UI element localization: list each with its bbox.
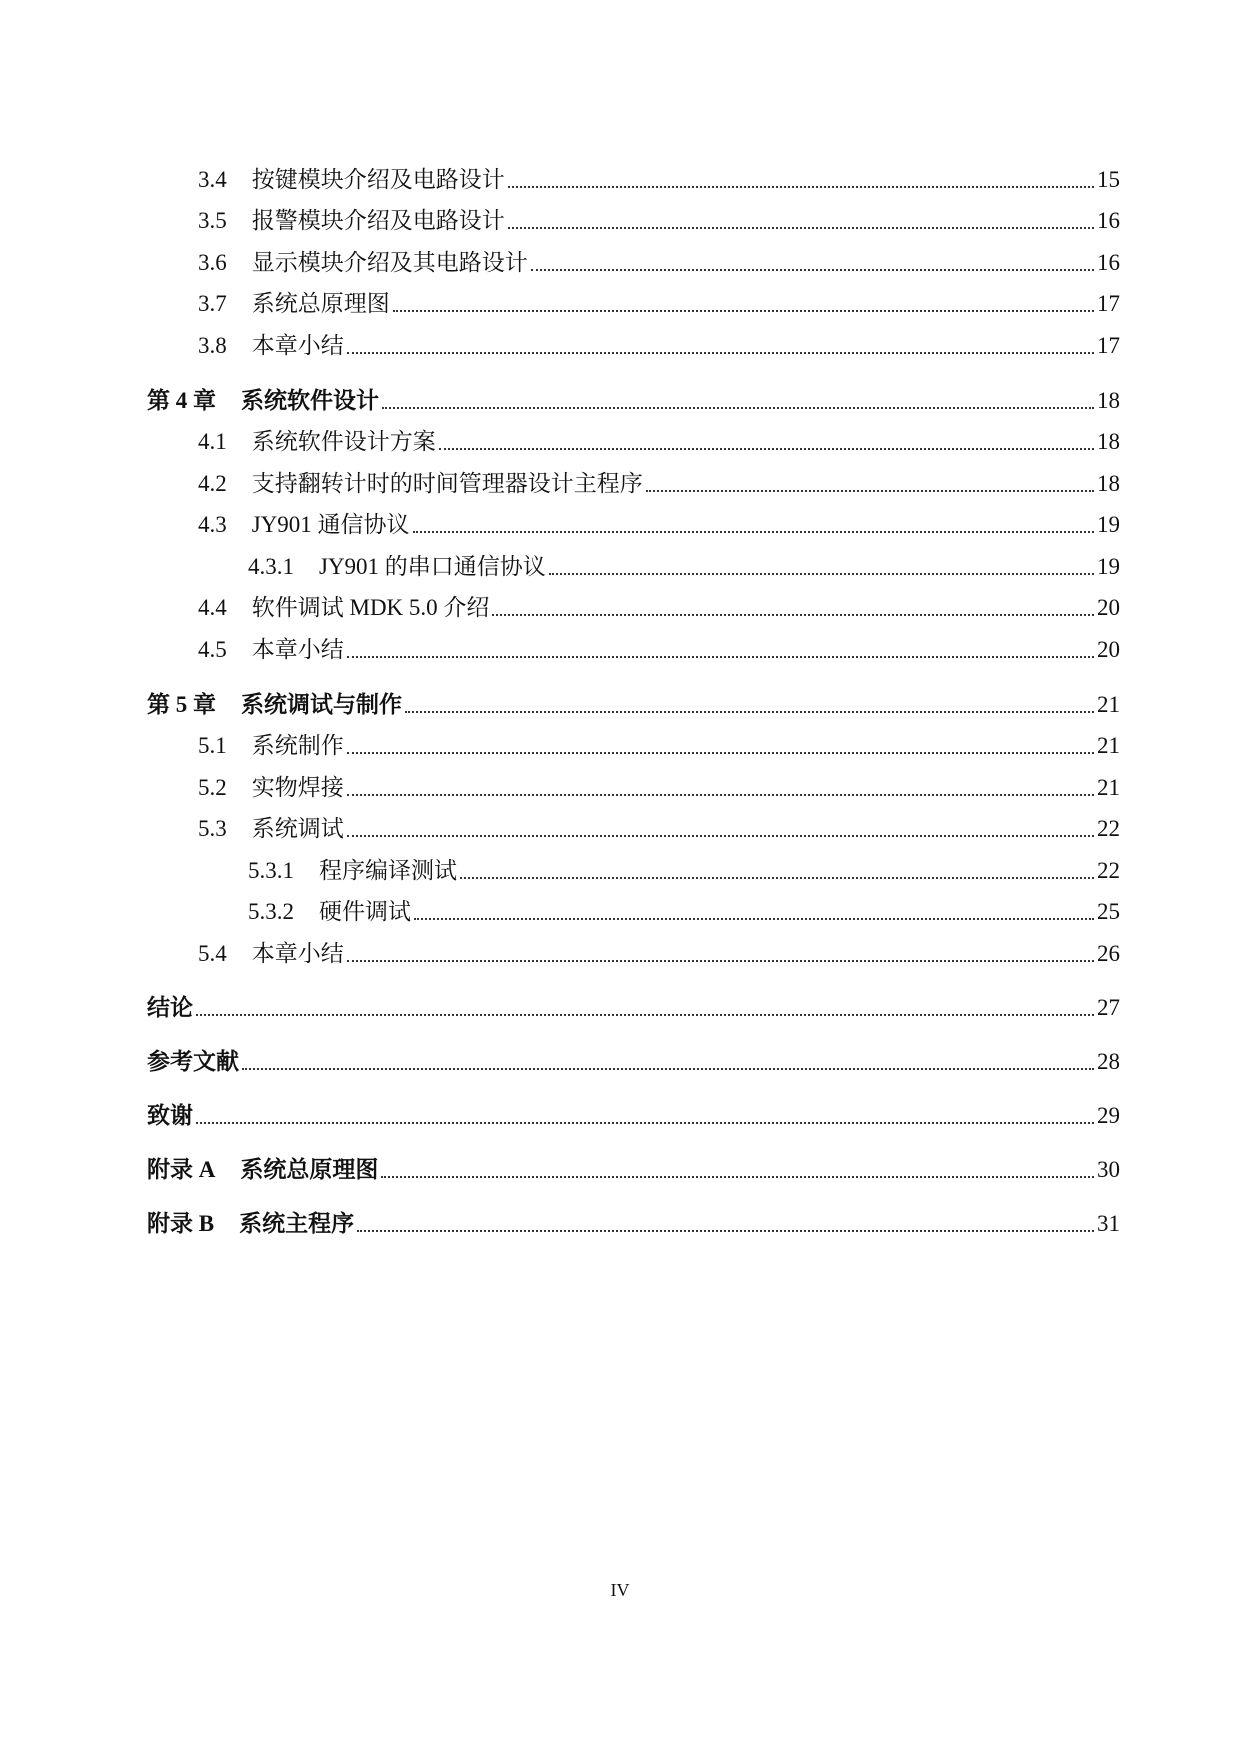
toc-entry[interactable]: [147, 1034, 1120, 1076]
dot-leader: [414, 918, 1094, 920]
toc-entry[interactable]: [147, 539, 1120, 581]
toc-entry-page: 18: [1097, 470, 1120, 496]
toc-entry-page: 26: [1097, 940, 1120, 966]
toc-entry-page: 17: [1097, 291, 1120, 316]
dot-leader: [460, 877, 1094, 879]
toc-entry[interactable]: [147, 980, 1120, 1022]
dot-leader: [347, 835, 1094, 837]
dot-leader: [347, 960, 1094, 962]
toc-entry-title: 系统调试: [251, 816, 344, 841]
toc-entry-title: 支持翻转计时的时间管理器设计主程序: [251, 470, 643, 496]
toc-entry-number: 3.4: [198, 166, 227, 192]
dot-leader: [347, 656, 1094, 658]
dot-leader: [382, 407, 1094, 409]
dot-leader: [405, 711, 1094, 713]
toc-entry-title: 本章小结: [251, 332, 344, 358]
toc-entry-number: 4.3.1: [248, 553, 294, 579]
toc-entry[interactable]: [147, 926, 1120, 968]
toc-entry[interactable]: [147, 622, 1120, 664]
toc-entry[interactable]: [147, 677, 1120, 719]
toc-entry-number: 4.3: [198, 512, 227, 537]
toc-entry-page: 15: [1097, 166, 1120, 192]
dot-leader: [492, 614, 1094, 616]
toc-entry-number: 3.5: [198, 208, 227, 233]
toc-entry-title: 系统软件设计: [241, 387, 379, 413]
toc-entry-number: 4.2: [198, 470, 227, 496]
toc-entry[interactable]: [147, 1196, 1120, 1238]
dot-leader: [347, 794, 1094, 796]
toc-entry-page: 21: [1097, 733, 1120, 758]
toc-entry-page: 20: [1097, 636, 1120, 662]
toc-entry[interactable]: [147, 498, 1120, 540]
toc-entry-title: 本章小结: [251, 940, 344, 966]
dot-leader: [413, 531, 1094, 533]
toc-entry[interactable]: [147, 235, 1120, 277]
toc-entry-page: 28: [1097, 1048, 1120, 1074]
dot-leader: [196, 1014, 1094, 1016]
toc-entry[interactable]: [147, 194, 1120, 236]
toc-entry-title: 结论: [147, 994, 193, 1020]
toc-entry-page: 16: [1097, 249, 1120, 275]
toc-entry-title: 按键模块介绍及电路设计: [251, 166, 505, 192]
toc-entry-page: 19: [1097, 553, 1120, 579]
toc-entry-number: 5.3: [198, 816, 227, 841]
toc-entry[interactable]: [147, 581, 1120, 623]
toc-entry-title: 系统制作: [251, 733, 344, 758]
toc-entry-title: 显示模块介绍及其电路设计: [251, 249, 528, 275]
toc-entry-title: 参考文献: [147, 1048, 239, 1074]
dot-leader: [508, 186, 1094, 188]
toc-entry[interactable]: [147, 318, 1120, 360]
toc-entry-page: 22: [1097, 816, 1120, 841]
toc-entry-title: 软件调试 MDK 5.0 介绍: [251, 595, 490, 620]
toc-entry-title: JY901 通信协议: [251, 512, 410, 537]
toc-entry-number: 附录 A: [147, 1156, 216, 1182]
dot-leader: [393, 310, 1094, 312]
toc-entry-number: 4.5: [198, 636, 227, 662]
toc-entry-number: 5.2: [198, 774, 227, 800]
toc-entry-page: 20: [1097, 595, 1120, 620]
toc-entry[interactable]: [147, 1142, 1120, 1184]
toc-entry[interactable]: [147, 1088, 1120, 1130]
toc-entry[interactable]: [147, 456, 1120, 498]
toc-entry-page: 22: [1097, 857, 1120, 883]
table-of-contents: [147, 152, 1120, 1238]
toc-entry-title: 系统主程序: [239, 1210, 355, 1236]
toc-entry[interactable]: [147, 152, 1120, 194]
toc-entry-title: 实物焊接: [251, 774, 344, 800]
toc-entry-title: 系统总原理图: [240, 1156, 379, 1182]
dot-leader: [357, 1230, 1094, 1232]
toc-entry-number: 第 4 章: [147, 387, 216, 413]
dot-leader: [347, 752, 1094, 754]
page-number: IV: [610, 1580, 630, 1600]
dot-leader: [196, 1122, 1094, 1124]
toc-entry-title: 本章小结: [251, 636, 344, 662]
dot-leader: [439, 448, 1094, 450]
dot-leader: [531, 269, 1094, 271]
toc-entry-page: 21: [1097, 774, 1120, 800]
toc-entry-title: 系统调试与制作: [241, 691, 402, 717]
toc-entry-page: 29: [1097, 1102, 1120, 1128]
toc-entry-number: 3.7: [198, 291, 227, 316]
dot-leader: [347, 352, 1094, 354]
toc-entry-page: 21: [1097, 691, 1120, 717]
dot-leader: [549, 573, 1094, 575]
toc-entry-title: 系统软件设计方案: [251, 429, 436, 454]
toc-entry[interactable]: [147, 802, 1120, 844]
toc-entry-title: 程序编译测试: [319, 857, 457, 883]
toc-entry-page: 18: [1097, 429, 1120, 454]
toc-entry[interactable]: [147, 373, 1120, 415]
toc-entry[interactable]: [147, 719, 1120, 761]
toc-entry[interactable]: [147, 760, 1120, 802]
toc-entry-title: 硬件调试: [319, 899, 411, 924]
toc-entry-number: 5.4: [198, 940, 227, 966]
toc-entry[interactable]: [147, 843, 1120, 885]
toc-entry-page: 17: [1097, 332, 1120, 358]
toc-entry-page: 30: [1097, 1156, 1120, 1182]
dot-leader: [242, 1068, 1094, 1070]
dot-leader: [508, 227, 1094, 229]
dot-leader: [381, 1176, 1094, 1178]
toc-entry-number: 4.4: [198, 595, 227, 620]
toc-entry-page: 25: [1097, 899, 1120, 924]
toc-entry-number: 5.3.2: [248, 899, 294, 924]
toc-entry-number: 5.3.1: [248, 857, 294, 883]
toc-entry[interactable]: [147, 415, 1120, 457]
toc-entry-number: 3.6: [198, 249, 227, 275]
toc-entry-number: 3.8: [198, 332, 227, 358]
toc-entry-page: 18: [1097, 387, 1120, 413]
toc-entry-page: 19: [1097, 512, 1120, 537]
dot-leader: [646, 490, 1094, 492]
toc-entry-number: 附录 B: [147, 1210, 215, 1236]
toc-entry-number: 5.1: [198, 733, 227, 758]
toc-entry-page: 16: [1097, 208, 1120, 233]
toc-entry-number: 第 5 章: [147, 691, 216, 717]
toc-entry-page: 31: [1097, 1210, 1120, 1236]
toc-entry-title: 致谢: [147, 1102, 193, 1128]
toc-entry-page: 27: [1097, 994, 1120, 1020]
toc-entry-title: 系统总原理图: [251, 291, 390, 316]
toc-entry-title: 报警模块介绍及电路设计: [251, 208, 505, 233]
toc-entry-title: JY901 的串口通信协议: [319, 553, 546, 579]
toc-entry[interactable]: [147, 277, 1120, 319]
toc-entry[interactable]: [147, 885, 1120, 927]
toc-entry-number: 4.1: [198, 429, 227, 454]
